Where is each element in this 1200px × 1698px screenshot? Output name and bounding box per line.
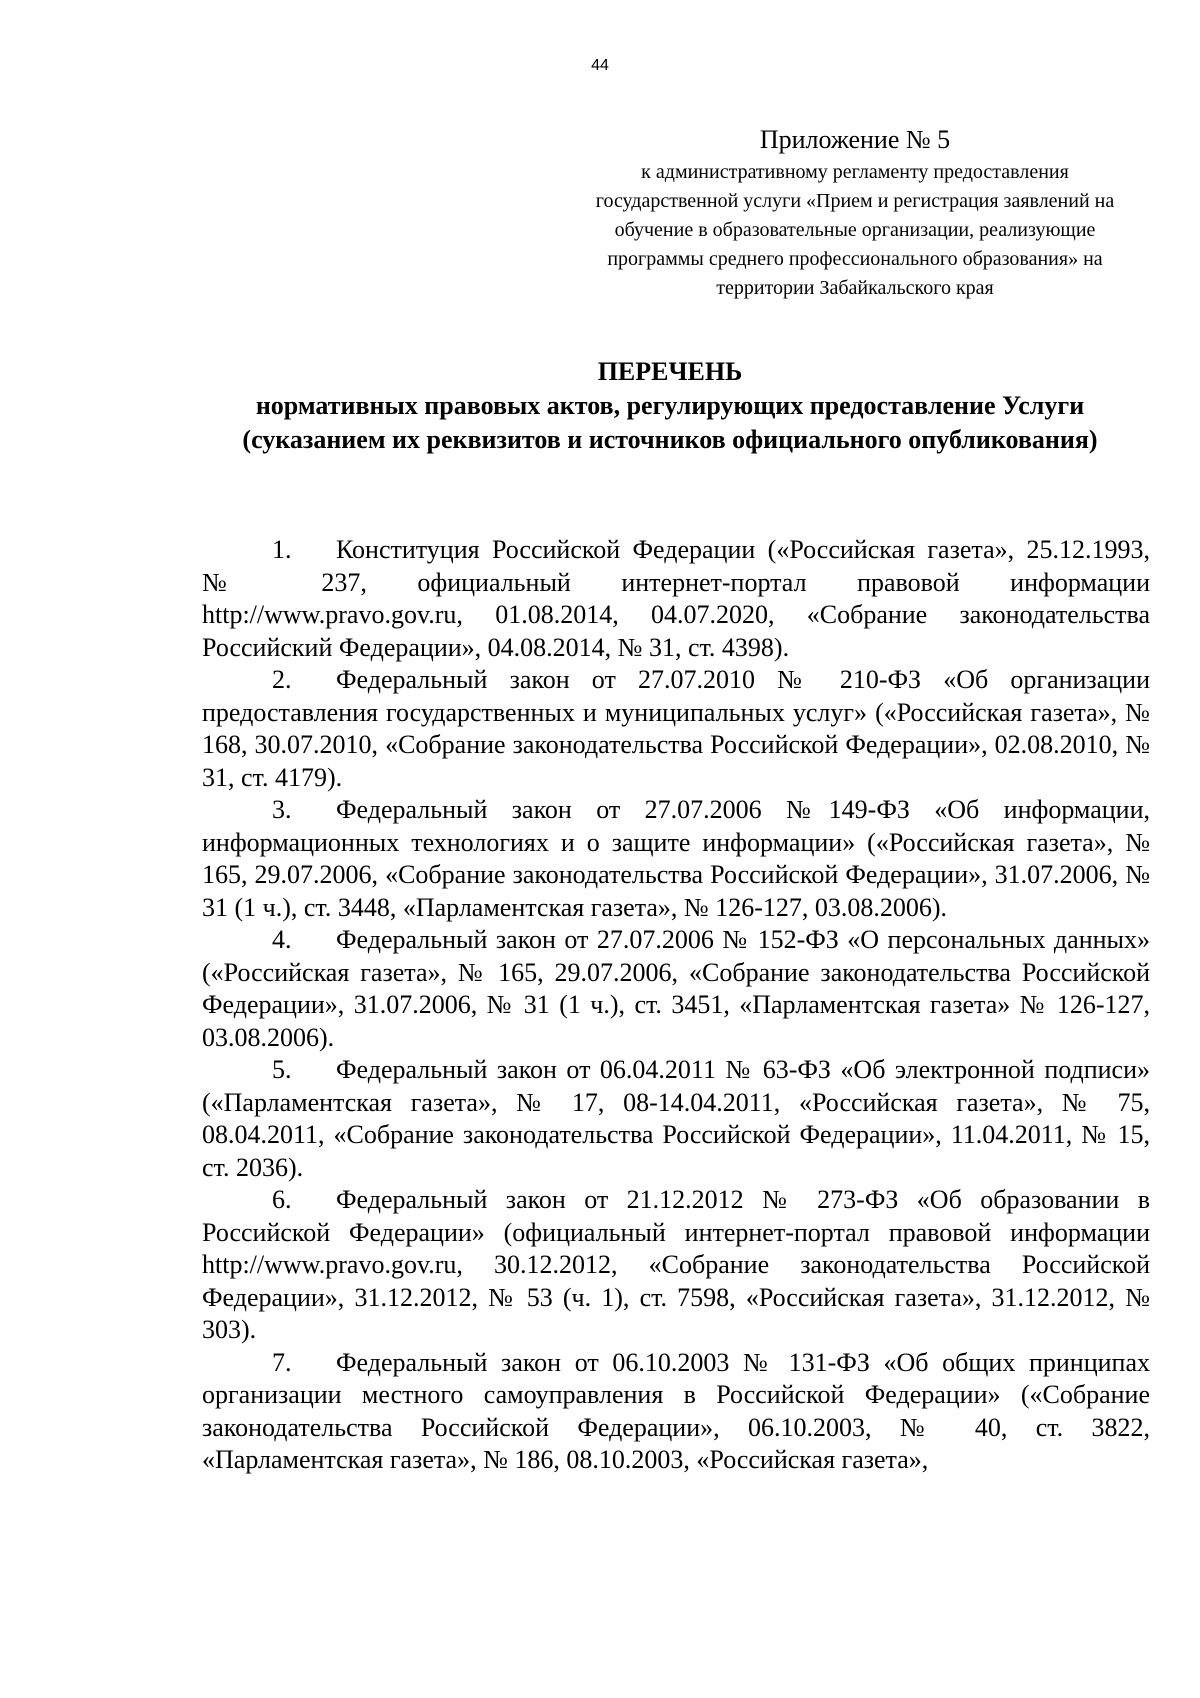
item-number: 1. [272, 535, 292, 564]
list-item [202, 534, 1150, 664]
item-text: Федеральный закон от 06.04.2011 № 63-ФЗ «Об электронной подписи» («Парламентская газета», № 17, 08-14.04.2011, «Российская газета», № 75, 08.04.2011, «Собрание законодательства Российской Федерации», 11.04.2011, № 15, ст. 2036). [202, 1055, 1150, 1182]
item-number: 5. [272, 1055, 292, 1084]
list-item [202, 1184, 1150, 1347]
appendix-block [575, 124, 1135, 303]
list-item [202, 1054, 1150, 1184]
item-number: 2. [272, 665, 292, 694]
item-text: Федеральный закон от 27.07.2010 № 210-ФЗ «Об организации предоставления государственных и муниципальных услуг» («Российская газета», № 168, 30.07.2010, «Собрание законодательства Российской Федерации», 02.08.2010, № 31, ст. 4179). [202, 665, 1150, 792]
list-item [202, 664, 1150, 794]
item-text: Федеральный закон от 06.10.2003 № 131-ФЗ «Об общих принципах организации местного самоуправления в Российской Федерации» («Собрание законодательства Российской Федерации», 06.10.2003, № 40, ст. 3822, «Парламентская газета», № 186, 08.10.2003, «Российская газета», [202, 1347, 1150, 1474]
legal-acts-list [202, 534, 1150, 1477]
item-text: Федеральный закон от 27.07.2006 №149-ФЗ «Об информации, информационных технологиях и о защите информации» («Российская газета», № 165, 29.07.2006, «Собрание законодательства Российской Федерации», 31.07.2006, № 31 (1 ч.), ст. 3448, «Парламентская газета», № 126-127, 03.08.2006). [202, 795, 1150, 922]
heading-text: нормативных правовых актов, регулирующих предоставление Услуги (суказанием их реквизитов и источников официального опубликования) [242, 391, 1098, 454]
item-number: 4. [272, 925, 292, 954]
appendix-title: Приложение № 5 [759, 125, 951, 154]
list-item [202, 794, 1150, 924]
item-text: Федеральный закон от 21.12.2012 № 273-ФЗ «Об образовании в Российской Федерации» (официальный интернет-портал правовой информации http://www.pravo.gov.ru, 30.12.2012, «Собрание законодательства Российской Федерации», 31.12.2012, № 53 (ч. 1), ст. 7598, «Российская газета», 31.12.2012, № 303). [202, 1185, 1150, 1344]
page-number: 44 [591, 57, 609, 74]
appendix-text: к административному регламенту предоставления государственной услуги «Прием и регистрация заявлений на обучение в образовательные организации, реализующие программы среднего профессионального образования» на территории Забайкальского края [595, 161, 1115, 299]
list-item [202, 924, 1150, 1054]
item-number: 3. [272, 795, 292, 824]
item-text: Конституция Российской Федерации («Российская газета», 25.12.1993, № 237, официальный интернет-портал правовой информации http://www.pravo.gov.ru, 01.08.2014, 04.07.2020, «Собрание законодательства Российский Федерации», 04.08.2014, № 31, ст. 4398). [202, 535, 1150, 662]
document-heading [200, 356, 1140, 457]
item-number: 7. [272, 1347, 292, 1377]
item-text: Федеральный закон от 27.07.2006 № 152-ФЗ «О персональных данных» («Российская газета», № 165, 29.07.2006, «Собрание законодательства Российской Федерации», 31.07.2006, № 31 (1 ч.), ст. 3451, «Парламентская газета» № 126-127, 03.08.2006). [202, 925, 1150, 1052]
item-number: 6. [272, 1185, 292, 1214]
heading-title: ПЕРЕЧЕНЬ [597, 357, 743, 386]
list-item [202, 1347, 1150, 1477]
